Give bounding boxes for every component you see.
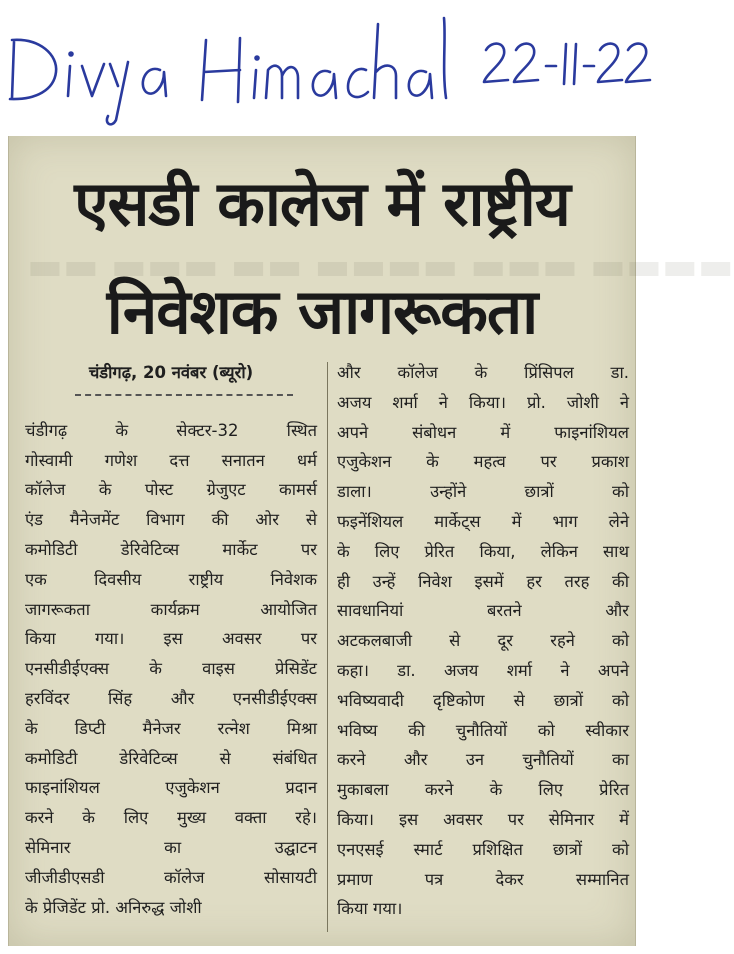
text-line: जीजीडीएसडी कॉलेज सोसायटी [25, 867, 317, 887]
text-line: कमोडिटी डेरिवेटिव्स मार्केट पर [25, 539, 317, 559]
headline-line-2: निवेशक जागरूकता [106, 275, 538, 348]
right-column [337, 358, 629, 924]
text-line: और कॉलेज के प्रिंसिपल डा. [337, 363, 629, 382]
text-line: हरविंदर सिंह और एनसीडीईएक्स [25, 688, 317, 708]
text-line: करने के लिए मुख्य वक्ता रहे। [25, 808, 317, 828]
text-line: अपने संबोधन में फाइनांशियल [337, 422, 629, 442]
text-line: सावधानियां बरतने और [337, 601, 629, 621]
text-line: एंड मैनेजमेंट विभाग की ओर से [25, 510, 317, 530]
handwritten-note [0, 0, 662, 130]
right-column-body [337, 358, 629, 924]
text-line: सेमिनार का उद्घाटन [25, 837, 317, 857]
text-line: किया गया। [337, 899, 403, 919]
headline-line-1: एसडी कालेज में राष्ट्रीय [74, 167, 570, 240]
text-line: किया। इस अवसर पर सेमिनार में [337, 809, 629, 829]
text-line: भविष्य की चुनौतियों को स्वीकार [337, 720, 629, 740]
text-line: एनएसई स्मार्ट प्रशिक्षित छात्रों को [337, 839, 629, 859]
text-line: भविष्यवादी दृष्टिकोण से छात्रों को [337, 690, 629, 710]
dashed-separator [75, 394, 293, 412]
left-column [25, 358, 317, 922]
text-line: कहा। डा. अजय शर्मा ने अपने [337, 660, 629, 680]
text-line: कॉलेज के पोस्ट ग्रेजुएट कामर्स [25, 480, 317, 500]
text-line: के डिप्टी मैनेजर रत्नेश मिश्रा [25, 718, 317, 738]
text-line: मुकाबला करने के लिए प्रेरित [337, 780, 629, 800]
text-line: गोस्वामी गणेश दत्त सनातन धर्म [25, 450, 317, 470]
text-line: फाइनांशियल एजुकेशन प्रदान [25, 778, 317, 798]
text-line: के लिए प्रेरित किया, लेकिन साथ [337, 541, 629, 561]
left-column-body [25, 416, 317, 923]
text-line: एनसीडीईएक्स के वाइस प्रेसिडेंट [25, 659, 317, 679]
text-line: करने और उन चुनौतियों का [337, 750, 629, 770]
text-line: कमोडिटी डेरिवेटिव्स से संबंधित [25, 748, 317, 768]
text-line: एजुकेशन के महत्व पर प्रकाश [337, 452, 629, 472]
text-line: डाला। उन्होंने छात्रों को [337, 482, 629, 502]
text-line: अटकलबाजी से दूर रहने को [337, 631, 629, 651]
newspaper-clipping [8, 136, 734, 946]
text-line: के प्रेजिडेंट प्रो. अनिरुद्ध जोशी [25, 897, 202, 917]
text-line: एक दिवसीय राष्ट्रीय निवेशक [25, 569, 317, 589]
column-divider [327, 362, 328, 932]
text-line: ही उन्हें निवेश इसमें हर तरह की [337, 571, 629, 591]
bleed-through-text: ▬▬ ▬▬▬ ▬▬ ▬▬▬▬ ▬▬▬ ▬▬▬▬ [27, 244, 734, 288]
text-line: फइनेंशियल मार्केट्स में भाग लेने [337, 511, 629, 531]
text-line: प्रमाण पत्र देकर सम्मानित [337, 869, 629, 889]
text-line: अजय शर्मा ने किया। प्रो. जोशी ने [337, 392, 629, 412]
dateline: चंडीगढ़, 20 नवंबर (ब्यूरो) [88, 363, 254, 382]
text-line: चंडीगढ़ के सेक्टर-32 स्थित [25, 420, 317, 440]
text-line: जागरूकता कार्यक्रम आयोजित [25, 599, 317, 619]
text-line: किया गया। इस अवसर पर [25, 629, 317, 649]
